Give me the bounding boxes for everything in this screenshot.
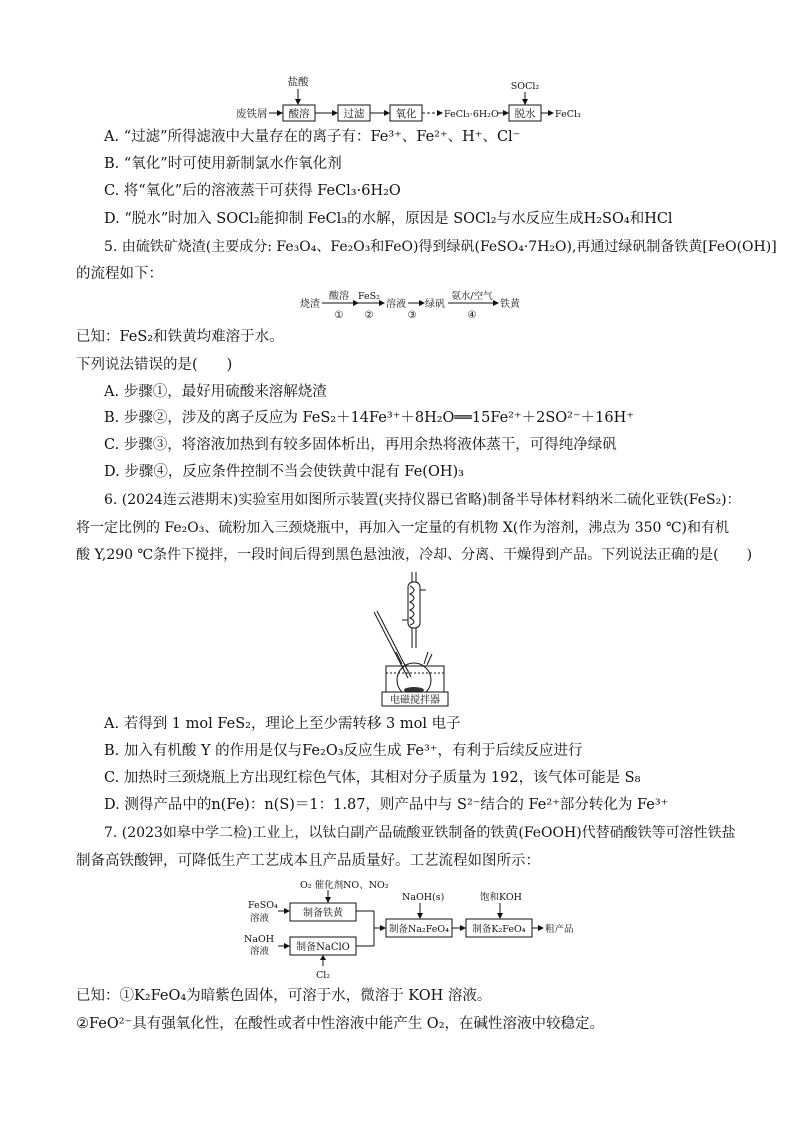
q4-option-a: A. “过滤”所得滤液中大量存在的离子有：Fe³⁺、Fe²⁺、H⁺、Cl⁻ [104,129,521,145]
q5-ask: 下列说法错误的是( ) [76,357,233,373]
flow1-mid: FeCl₃·6H₂O [444,109,499,120]
flow-diagram-fecl3 [236,74,596,124]
svg-text:酸溶: 酸溶 [288,108,310,120]
q6-option-b: B. 加入有机酸 Y 的作用是仅与Fe₂O₃反应生成 Fe³⁺，有利于后续反应进行 [104,743,583,759]
q5-option-a: A. 步骤①，最好用硫酸来溶解烧渣 [104,384,327,400]
q7-stem-line1: 7. (2023如皋中学二检)工业上，以钛白副产品硫酸亚铁制备的铁黄(FeOOH)代替硝酸铁等可溶性铁盐 [104,825,736,841]
svg-text:铁黄: 铁黄 [500,299,520,310]
svg-text:饱和KOH: 饱和KOH [480,892,522,903]
svg-text:溶液: 溶液 [386,299,406,310]
svg-text:②: ② [364,310,374,321]
q6-option-d: D. 测得产品中的n(Fe)：n(S)＝1：1.87，则产品中与 S²⁻结合的 Fe²⁺部分转化为 Fe³⁺ [104,797,669,813]
q7-stem-line2: 制备高铁酸钾，可降低生产工艺成本且产品质量好。工艺流程如图所示： [76,853,540,869]
flow1-reagent-socl2: SOCl₂ [510,81,540,92]
q5-known: 已知：FeS₂和铁黄均难溶于水。 [76,329,284,345]
q4-option-d: D. “脱水”时加入 SOCl₂能抑制 FeCl₃的水解，原因是 SOCl₂与水反应生成H₂SO₄和HCl [104,211,673,227]
flow-diagram-q7 [244,876,584,980]
svg-text:①: ① [334,310,344,321]
q5-option-b: B. 步骤②，涉及的离子反应为 FeS₂＋14Fe³⁺＋8H₂O══15Fe²⁺＋2SO²⁻＋16H⁺ [104,410,634,426]
q5-stem-line1: 5. 由硫铁矿烧渣(主要成分: Fe₃O₄、Fe₂O₃和FeO)得到绿矾(FeSO₄·7H₂O),再通过绿矾制备铁黄[FeO(OH)] [104,239,777,255]
q6-stem-line3: 酸 Y,290 ℃条件下搅拌，一段时间后得到黑色悬浊液，冷却、分离、干燥得到产品。下列说法正确的是( ) [76,547,753,563]
svg-text:酸溶: 酸溶 [329,291,349,302]
svg-text:O₂ 催化剂NO、NO₂: O₂ 催化剂NO、NO₂ [300,880,389,891]
svg-text:溶液: 溶液 [250,913,270,924]
svg-text:氨水/空气: 氨水/空气 [451,291,493,302]
svg-text:绿矾: 绿矾 [425,299,445,310]
q7-known-2: ②FeO²⁻具有强氧化性，在酸性或者中性溶液中能产生 O₂，在碱性溶液中较稳定。 [76,1016,605,1032]
flow1-end: FeCl₃ [555,109,581,120]
svg-text:溶液: 溶液 [250,946,270,957]
svg-text:脱水: 脱水 [514,108,536,120]
svg-text:粗产品: 粗产品 [545,924,574,935]
svg-text:氧化: 氧化 [395,108,417,120]
svg-text:Cl₂: Cl₂ [316,970,331,980]
svg-text:制备Na₂FeO₄: 制备Na₂FeO₄ [388,924,450,935]
svg-text:过滤: 过滤 [343,108,365,120]
svg-text:④: ④ [467,310,477,321]
svg-text:制备K₂FeO₄: 制备K₂FeO₄ [472,924,526,935]
svg-text:NaOH: NaOH [244,934,275,945]
flow1-start: 废铁屑 [236,108,268,120]
flow-diagram-q5 [300,288,530,324]
q7-known-1: 已知：①K₂FeO₄为暗紫色固体，可溶于水，微溶于 KOH 溶液。 [76,988,492,1004]
q6-option-a: A. 若得到 1 mol FeS₂，理论上至少需转移 3 mol 电子 [104,716,461,732]
q5-stem-line2: 的流程如下： [76,266,163,282]
svg-text:NaOH(s): NaOH(s) [402,892,445,903]
q4-option-c: C. 将“氧化”后的溶液蒸干可获得 FeCl₃·6H₂O [104,183,401,199]
q4-option-b: B. “氧化”时可使用新制氯水作氧化剂 [104,156,342,172]
svg-text:FeS₂: FeS₂ [357,291,381,302]
svg-text:FeSO₄: FeSO₄ [248,900,278,911]
svg-text:烧渣: 烧渣 [300,299,320,310]
svg-text:制备NaClO: 制备NaClO [296,942,350,953]
flow1-reagent-hcl: 盐酸 [287,76,309,88]
svg-text:制备铁黄: 制备铁黄 [303,908,343,919]
apparatus-three-neck-flask [368,570,468,708]
svg-text:③: ③ [407,310,417,321]
apparatus-label: 电磁搅拌器 [390,695,440,706]
q6-option-c: C. 加热时三颈烧瓶上方出现红棕色气体，其相对分子质量为 192，该气体可能是 S₈ [104,770,641,786]
q5-option-c: C. 步骤③，将溶液加热到有较多固体析出，再用余热将液体蒸干，可得纯净绿矾 [104,437,617,453]
q6-stem-line1: 6. (2024连云港期末)实验室用如图所示装置(夹持仪器已省略)制备半导体材料纳米二硫化亚铁(FeS₂)： [104,492,741,508]
q6-stem-line2: 将一定比例的 Fe₂O₃、硫粉加入三颈烧瓶中，再加入一定量的有机物 X(作为溶剂，沸点为 350 ℃)和有机 [76,520,730,536]
q5-option-d: D. 步骤④，反应条件控制不当会使铁黄中混有 Fe(OH)₃ [104,464,464,480]
